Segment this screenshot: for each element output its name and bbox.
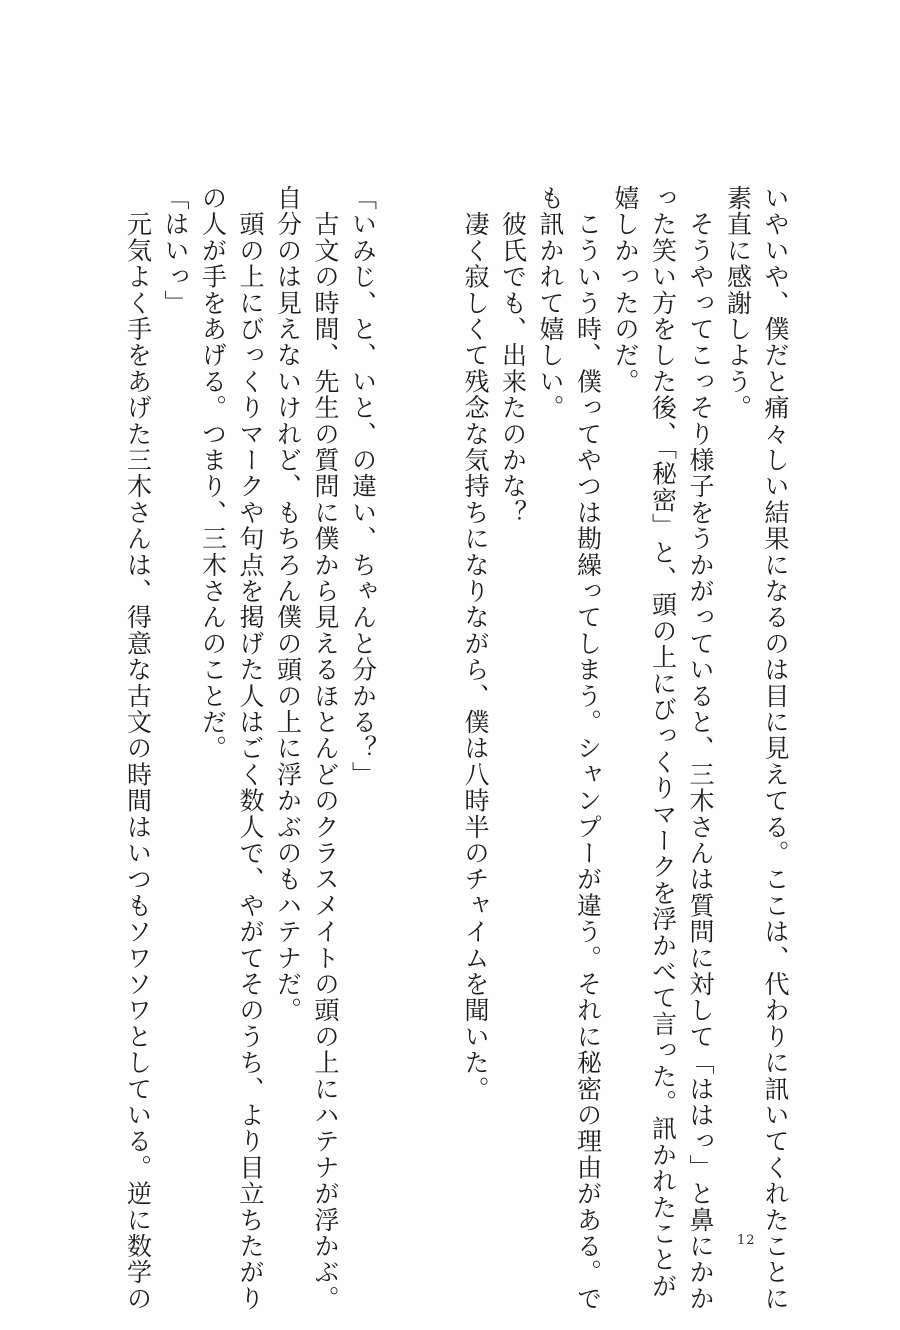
text-line: 素直に感謝しよう。 — [723, 185, 753, 421]
text-line: 「いみじ、と、いと、の違い、ちゃんと分かる？」 — [348, 185, 378, 788]
text-line: 嬉しかったのだ。 — [611, 185, 640, 395]
text-line: こういう時、僕ってやつは勘繰ってしまう。シャンプーが違う。それに秘密の理由がある。で — [573, 185, 603, 1312]
section-break — [382, 185, 457, 1165]
text-line: 元気よく手をあげた三木さんは、得意な古文の時間はいつもソワソワとしている。逆に数学の — [123, 185, 153, 1312]
text-line: 古文の時間、先生の質問に僕から見えるほとんどのクラスメイトの頭の上にハテナが浮かぶ。 — [311, 185, 340, 1312]
text-line: も訊かれて嬉しい。 — [536, 185, 565, 421]
text-line: 彼氏でも、出来たのかな？ — [498, 185, 528, 526]
text-line: そうやってこっそり様子をうかがっていると、三木さんは質問に対して「ははっ」と鼻にかか — [686, 185, 715, 1312]
text-line: った笑い方をした後、「秘密」と、頭の上にびっくりマークを浮かべて言った。訊かれたことが — [648, 185, 678, 1300]
text-line: 凄く寂しくて残念な気持ちになりながら、僕は八時半のチャイムを聞いた。 — [461, 185, 490, 1102]
text-line: 頭の上にびっくりマークや句点を掲げた人はごく数人で、やがてそのうち、より目立ちたがり — [236, 185, 265, 1312]
text-line: 自分のは見えないけれど、もちろん僕の頭の上に浮かぶのもハテナだ。 — [273, 185, 303, 1024]
text-line: いやいや、僕だと痛々しい結果になるのは目に見えてる。ここは、代わりに訊いてくれたことに — [761, 185, 790, 1312]
text-line: 「はいっ」 — [161, 185, 190, 316]
page-number: 12 — [737, 1233, 756, 1248]
text-line: の人が手をあげる。つまり、三木さんのことだ。 — [198, 185, 228, 762]
